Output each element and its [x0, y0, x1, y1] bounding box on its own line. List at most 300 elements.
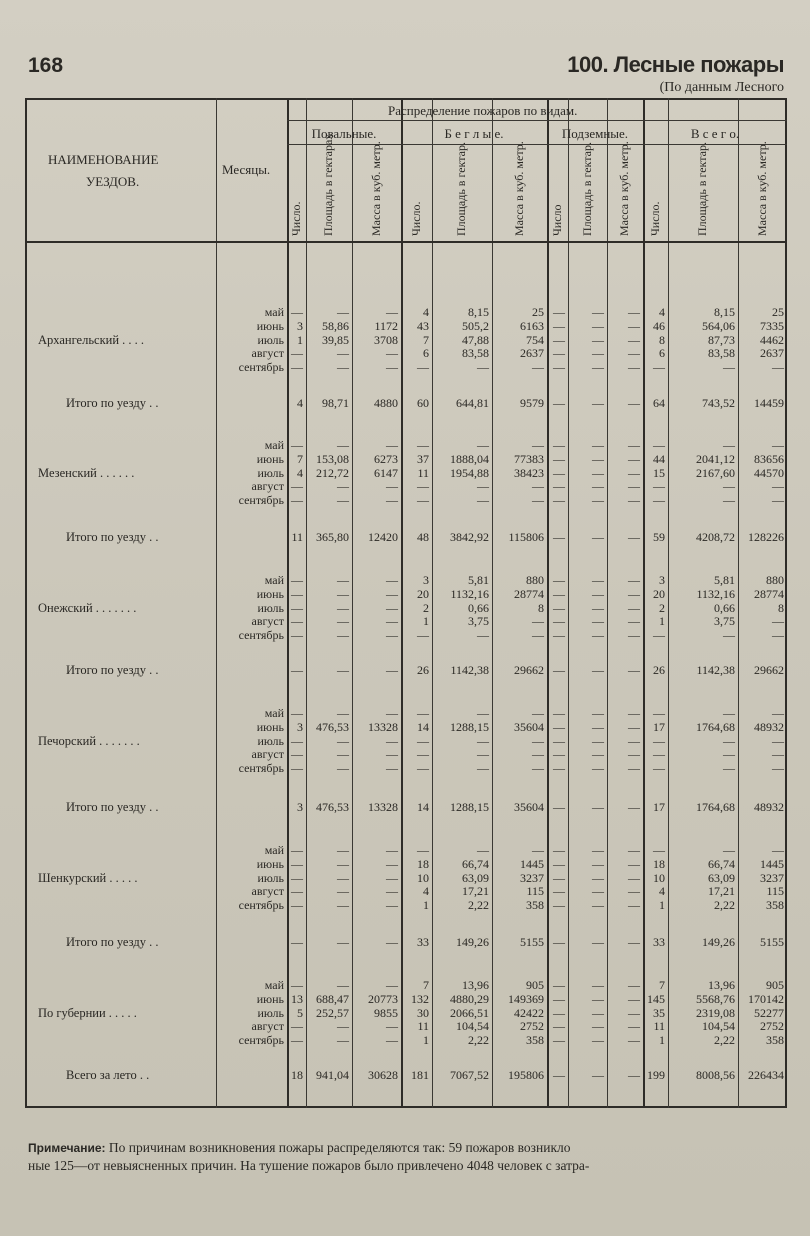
table-cell: — [553, 761, 565, 776]
total-cell: 644,81 [456, 396, 489, 410]
table-cell: — [592, 747, 604, 762]
header-sub-col-5: Масса в куб. метр. [511, 141, 526, 236]
table-cell: — [553, 573, 565, 587]
table-cell: — [337, 884, 349, 899]
table-cell: — [417, 747, 429, 762]
footnote [28, 1139, 798, 1174]
table-cell: — [386, 493, 398, 508]
total-cell: 4 [297, 396, 303, 410]
total-cell: 3842,92 [450, 530, 489, 544]
total-cell: 199 [647, 1068, 665, 1082]
table-cell: — [386, 628, 398, 643]
table-cell: 104,54 [456, 1019, 489, 1034]
total-cell: 1142,38 [450, 663, 489, 677]
month-label: июль [257, 733, 284, 748]
table-cell: — [337, 586, 349, 601]
table-cell: 66,74 [708, 856, 735, 871]
table-cell: 1954,88 [450, 465, 489, 480]
table-cell: — [291, 1033, 303, 1048]
table-cell: 476,53 [316, 719, 349, 734]
table-cell: — [337, 614, 349, 629]
total-cell: 98,71 [322, 396, 349, 410]
table-cell: 46 [653, 318, 665, 333]
total-cell: 26 [417, 663, 429, 677]
table-cell: — [723, 438, 735, 452]
table-cell: 9855 [374, 1005, 398, 1020]
table-cell: — [553, 706, 565, 720]
total-cell: 59 [653, 530, 665, 544]
table-cell: — [553, 628, 565, 643]
table-cell: — [628, 438, 640, 452]
table-cell: — [532, 360, 544, 375]
table-cell: — [723, 493, 735, 508]
table-cell: — [337, 438, 349, 452]
total-cell: 48 [417, 530, 429, 544]
table-cell: — [628, 346, 640, 361]
total-cell: 149,26 [456, 935, 489, 949]
table-cell: — [592, 761, 604, 776]
table-cell: 1132,16 [696, 586, 735, 601]
table-cell: 1288,15 [450, 719, 489, 734]
table-cell: — [628, 884, 640, 899]
table-cell: — [592, 719, 604, 734]
table-cell: — [628, 706, 640, 720]
table-cell: — [628, 898, 640, 913]
header-bottom-rule [25, 241, 787, 243]
table-cell: — [291, 479, 303, 494]
table-cell: — [386, 360, 398, 375]
table-cell: — [592, 870, 604, 885]
month-label: июнь [256, 991, 284, 1006]
table-cell: — [628, 843, 640, 857]
table-cell: 1 [423, 898, 429, 913]
total-cell: 128226 [748, 530, 784, 544]
total-cell: — [628, 396, 640, 410]
table-cell: 25 [532, 305, 544, 319]
table-cell: — [337, 360, 349, 375]
table-cell: — [417, 628, 429, 643]
table-cell: 8,15 [714, 305, 735, 319]
table-cell: — [553, 747, 565, 762]
table-cell: 358 [766, 898, 784, 913]
table-cell: 212,72 [316, 465, 349, 480]
table-cell: — [337, 305, 349, 319]
table-cell: — [592, 318, 604, 333]
table-cell: — [291, 843, 303, 857]
table-cell: 8 [538, 600, 544, 615]
table-cell: 37 [417, 451, 429, 466]
table-cell: — [553, 332, 565, 347]
table-cell: — [337, 600, 349, 615]
table-cell: — [723, 479, 735, 494]
total-cell: — [386, 935, 398, 949]
month-label: август [251, 1019, 284, 1034]
table-cell: — [291, 978, 303, 992]
table-cell: 880 [766, 573, 784, 587]
table-cell: — [337, 479, 349, 494]
total-cell: 18 [291, 1068, 303, 1082]
table-cell: — [532, 614, 544, 629]
table-cell: — [628, 733, 640, 748]
header-sub-col-10: Площадь в гектар. [695, 142, 709, 236]
table-cell: 170142 [748, 991, 784, 1006]
table-cell: — [592, 978, 604, 992]
uezd-name: Мезенский . . . . . . [38, 465, 135, 480]
table-cell: 83,58 [462, 346, 489, 361]
total-cell: 11 [291, 530, 303, 544]
table-cell: — [553, 451, 565, 466]
table-cell: — [628, 332, 640, 347]
table-cell: 1764,68 [696, 719, 735, 734]
table-cell: 18 [417, 856, 429, 871]
month-label: сентябрь [238, 493, 284, 508]
total-cell: — [592, 800, 604, 814]
table-cell: — [592, 614, 604, 629]
table-cell: 11 [417, 1019, 429, 1034]
total-cell: 33 [653, 935, 665, 949]
footnote-line-1: По причинам возникновения пожары распределяются так: 59 пожаров возникло [108, 1140, 571, 1155]
table-cell: 3 [297, 318, 303, 333]
total-label: Итого по уезду . . [66, 935, 159, 949]
table-cell: — [386, 884, 398, 899]
header-sub-col-7: Площадь в гектар. [579, 142, 594, 236]
table-cell: — [386, 747, 398, 762]
month-label: август [251, 479, 284, 494]
table-cell: — [653, 493, 665, 508]
table-cell: — [592, 991, 604, 1006]
table-cell: — [628, 360, 640, 375]
header-group-0: Повальные. [311, 126, 377, 141]
table-cell: — [291, 1019, 303, 1034]
total-cell: 8008,56 [696, 1068, 735, 1082]
table-cell: 132 [411, 991, 429, 1006]
table-cell: — [553, 1005, 565, 1020]
table-cell: — [553, 884, 565, 899]
header-sub-col-6: Число [549, 204, 564, 236]
table-cell: — [592, 332, 604, 347]
table-cell: 358 [526, 898, 544, 913]
table-cell: — [653, 438, 665, 452]
table-cell: — [653, 843, 665, 857]
table-cell: — [772, 747, 784, 762]
total-cell: 14459 [754, 396, 784, 410]
table-cell: 63,09 [708, 870, 735, 885]
total-label: Итого по уезду . . [66, 663, 159, 677]
total-cell: 9579 [520, 396, 544, 410]
table-cell: 43 [417, 318, 429, 333]
total-label: Итого по уезду . . [66, 800, 159, 814]
total-cell: — [628, 800, 640, 814]
table-cell: — [532, 628, 544, 643]
month-label: июль [257, 870, 284, 885]
table-cell: — [386, 614, 398, 629]
table-cell: — [417, 761, 429, 776]
total-cell: — [628, 663, 640, 677]
table-cell: — [592, 856, 604, 871]
header-rule [287, 120, 787, 121]
table-cell: 7 [659, 978, 665, 992]
total-cell: 476,53 [316, 800, 349, 814]
table-cell: — [628, 465, 640, 480]
month-label: сентябрь [238, 898, 284, 913]
table-cell: — [337, 628, 349, 643]
total-cell: 12420 [368, 530, 398, 544]
table-cell: — [337, 870, 349, 885]
table-cell: — [772, 438, 784, 452]
table-cell: — [291, 733, 303, 748]
table-cell: — [291, 856, 303, 871]
table-cell: 48932 [754, 719, 784, 734]
header-sub-col-4: Площадь в гектар. [454, 142, 468, 236]
month-label: июнь [256, 586, 284, 601]
table-cell: — [291, 761, 303, 776]
total-cell: — [592, 663, 604, 677]
total-cell: — [553, 663, 565, 677]
table-cell: 2 [659, 600, 665, 615]
table-cell: 564,06 [702, 318, 735, 333]
month-label: май [264, 305, 284, 319]
table-cell: 1445 [520, 856, 544, 871]
table-cell: — [653, 360, 665, 375]
table-cell: — [386, 870, 398, 885]
table-cell: 83,58 [708, 346, 735, 361]
table-cell: — [653, 706, 665, 720]
table-cell: — [628, 451, 640, 466]
table-cell: — [337, 1019, 349, 1034]
table-cell: — [553, 493, 565, 508]
table-cell: — [592, 465, 604, 480]
table-cell: 6163 [520, 318, 544, 333]
total-cell: 14 [417, 800, 429, 814]
header-months: Месяцы. [222, 162, 271, 177]
table-cell: — [653, 733, 665, 748]
table-cell: — [532, 479, 544, 494]
month-label: июль [257, 332, 284, 347]
table-cell: 13,96 [708, 978, 735, 992]
table-cell: — [477, 706, 489, 720]
table-cell: — [553, 479, 565, 494]
table-cell: — [553, 586, 565, 601]
footnote-label: Примечание: [28, 1141, 106, 1155]
table-cell: 39,85 [322, 332, 349, 347]
table-cell: — [337, 493, 349, 508]
table-cell: 42422 [514, 1005, 544, 1020]
chapter-subtitle: (По данным Лесного [659, 80, 784, 95]
table-cell: — [653, 628, 665, 643]
table-cell: 3708 [374, 332, 398, 347]
table-cell: 7 [423, 332, 429, 347]
table-cell: — [553, 318, 565, 333]
table-cell: — [592, 360, 604, 375]
table-cell: — [628, 1005, 640, 1020]
month-label: август [251, 747, 284, 762]
table-cell: — [628, 305, 640, 319]
footnote-line-2: ные 125—от невыясненных причин. На тушение пожаров было привлечено 4048 человек с затра- [28, 1158, 590, 1173]
total-cell: — [553, 530, 565, 544]
uezd-name: Печорский . . . . . . . [38, 733, 140, 748]
table-cell: 7 [297, 451, 303, 466]
uezd-name: По губернии . . . . . [38, 1005, 137, 1020]
table-cell: 754 [526, 332, 544, 347]
table-cell: — [592, 884, 604, 899]
table-cell: 688,47 [316, 991, 349, 1006]
table-cell: 1 [297, 332, 303, 347]
table-cell: 1445 [760, 856, 784, 871]
header-sub-col-0: Число. [288, 201, 303, 236]
table-cell: — [653, 747, 665, 762]
table-cell: — [628, 614, 640, 629]
month-label: май [264, 573, 284, 587]
table-cell: 6273 [374, 451, 398, 466]
month-label: июнь [256, 318, 284, 333]
table-cell: 2 [423, 600, 429, 615]
table-cell: 47,88 [462, 332, 489, 347]
table-cell: — [291, 884, 303, 899]
uezd-name: Шенкурский . . . . . [38, 870, 138, 885]
table-cell: 1 [659, 614, 665, 629]
table-cell: — [337, 856, 349, 871]
table-cell: 35604 [514, 719, 544, 734]
table-cell: — [477, 479, 489, 494]
total-cell: 7067,52 [450, 1068, 489, 1082]
table-cell: — [337, 346, 349, 361]
total-cell: 29662 [514, 663, 544, 677]
table-cell: 3237 [760, 870, 784, 885]
table-cell: — [553, 898, 565, 913]
table-cell: 13,96 [462, 978, 489, 992]
header-sub-col-3: Число. [408, 201, 423, 236]
month-label: май [264, 438, 284, 452]
table-cell: 3 [423, 573, 429, 587]
month-label: июль [257, 600, 284, 615]
table-cell: — [628, 586, 640, 601]
table-cell: — [772, 843, 784, 857]
table-cell: 1172 [374, 318, 398, 333]
table-cell: — [386, 600, 398, 615]
header-rule [287, 144, 787, 145]
table-cell: — [477, 747, 489, 762]
table-cell: — [291, 898, 303, 913]
table-cell: — [628, 318, 640, 333]
total-label: Всего за лето . . [66, 1068, 150, 1082]
table-cell: — [592, 305, 604, 319]
total-cell: 115806 [508, 530, 544, 544]
table-cell: — [628, 978, 640, 992]
table-cell: 252,57 [316, 1005, 349, 1020]
table-cell: — [592, 1033, 604, 1048]
table-cell: — [628, 479, 640, 494]
table-cell: — [628, 761, 640, 776]
table-cell: — [628, 991, 640, 1006]
table-cell: — [291, 747, 303, 762]
header-distribution: Распределение пожаров по видам. [388, 103, 578, 118]
table-cell: — [628, 493, 640, 508]
month-label: август [251, 884, 284, 899]
month-label: сентябрь [238, 1033, 284, 1048]
table-cell: 13328 [368, 719, 398, 734]
table-cell: 880 [526, 573, 544, 587]
table-cell: — [386, 761, 398, 776]
table-cell: 58,86 [322, 318, 349, 333]
table-cell: — [417, 360, 429, 375]
table-cell: 2167,60 [696, 465, 735, 480]
header-group-3: В с е г о. [690, 126, 740, 141]
total-cell: 33 [417, 935, 429, 949]
table-cell: 5 [297, 1005, 303, 1020]
table-cell: 5,81 [468, 573, 489, 587]
table-cell: — [291, 586, 303, 601]
table-cell: — [337, 747, 349, 762]
month-label: май [264, 706, 284, 720]
table-cell: 7 [423, 978, 429, 992]
table-cell: — [592, 1005, 604, 1020]
table-cell: — [553, 1019, 565, 1034]
table-cell: 20 [417, 586, 429, 601]
table-cell: — [653, 479, 665, 494]
table-cell: — [291, 493, 303, 508]
column-rule [216, 98, 217, 1108]
table-cell: — [337, 978, 349, 992]
table-cell: — [628, 856, 640, 871]
table-cell: 17,21 [708, 884, 735, 899]
table-cell: — [553, 614, 565, 629]
table-cell: 505,2 [462, 318, 489, 333]
table-cell: 104,54 [702, 1019, 735, 1034]
month-label: август [251, 614, 284, 629]
table-cell: 17,21 [462, 884, 489, 899]
table-cell: — [592, 346, 604, 361]
table-cell: 905 [526, 978, 544, 992]
table-cell: 0,66 [714, 600, 735, 615]
total-cell: 64 [653, 396, 665, 410]
table-cell: — [417, 438, 429, 452]
header-name-line-2: УЕЗДОВ. [86, 174, 140, 189]
total-cell: — [628, 530, 640, 544]
table-cell: — [477, 438, 489, 452]
table-cell: 7335 [760, 318, 784, 333]
table-cell: — [291, 305, 303, 319]
table-cell: 20773 [368, 991, 398, 1006]
total-cell: — [592, 530, 604, 544]
total-cell: 60 [417, 396, 429, 410]
table-cell: — [386, 733, 398, 748]
table-cell: 20 [653, 586, 665, 601]
total-cell: — [553, 1068, 565, 1082]
table-cell: — [532, 843, 544, 857]
table-cell: — [532, 706, 544, 720]
table-cell: 8 [659, 332, 665, 347]
table-cell: — [386, 305, 398, 319]
table-cell: — [337, 706, 349, 720]
table-cell: — [592, 733, 604, 748]
chapter-title: 100. Лесные пожары [567, 52, 784, 77]
table-cell: — [592, 706, 604, 720]
total-cell: — [337, 663, 349, 677]
total-cell: 4880 [374, 396, 398, 410]
total-cell: 365,80 [316, 530, 349, 544]
table-cell: — [291, 346, 303, 361]
table-cell: 1 [423, 1033, 429, 1048]
table-cell: 77383 [514, 451, 544, 466]
total-cell: 4208,72 [696, 530, 735, 544]
table-cell: — [337, 843, 349, 857]
total-cell: 743,52 [702, 396, 735, 410]
table-cell: 2,22 [468, 1033, 489, 1048]
table-cell: — [723, 761, 735, 776]
table-cell: — [553, 305, 565, 319]
table-cell: 145 [647, 991, 665, 1006]
table-cell: — [417, 493, 429, 508]
